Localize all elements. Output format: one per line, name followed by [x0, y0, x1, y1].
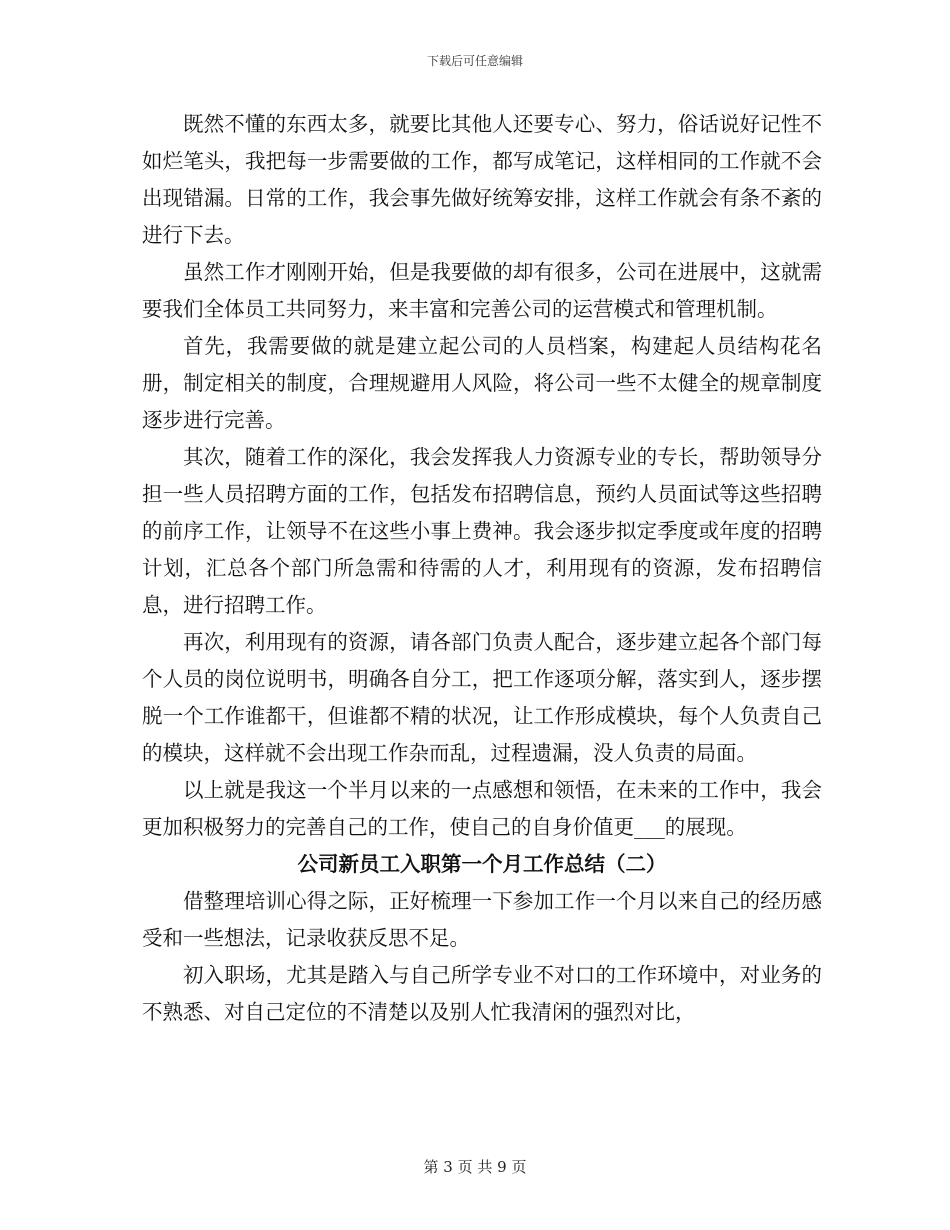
document-body	[142, 106, 822, 1031]
paragraph-1: 既然不懂的东西太多，就要比其他人还要专心、努力，俗话说好记性不如烂笔头，我把每一步需要做的工作，都写成笔记，这样相同的工作就不会出现错漏。日常的工作，我会事先做好统筹安排，这样工作就会有条不紊的进行下去。	[142, 112, 822, 247]
section-paragraph-1: 借整理培训心得之际，正好梳理一下参加工作一个月以来自己的经历感受和一些想法，记录收获反思不足。	[142, 889, 822, 950]
paragraph-5: 再次，利用现有的资源，请各部门负责人配合，逐步建立起各个部门每个人员的岗位说明书，明确各自分工，把工作逐项分解，落实到人，逐步摆脱一个工作谁都干，但谁都不精的状况，让工作形成模块，每个人负责自己的模块，这样就不会出现工作杂而乱，过程遗漏，没人负责的局面。	[142, 630, 822, 765]
paragraph-3: 首先，我需要做的就是建立起公司的人员档案，构建起人员结构花名册，制定相关的制度，合理规避用人风险，将公司一些不太健全的规章制度逐步进行完善。	[142, 334, 822, 432]
paragraph-6: 以上就是我这一个半月以来的一点感想和领悟，在未来的工作中，我会更加积极努力的完善自己的工作，使自己的自身价值更___的展现。	[142, 778, 822, 839]
page-indicator: 第 3 页 共 9 页	[423, 1158, 527, 1176]
paragraph-4: 其次，随着工作的深化，我会发挥我人力资源专业的专长，帮助领导分担一些人员招聘方面的工作，包括发布招聘信息，预约人员面试等这些招聘的前序工作，让领导不在这些小事上费神。我会逐步拟定季度或年度的招聘计划，汇总各个部门所急需和待需的人才，利用现有的资源，发布招聘信息，进行招聘工作。	[142, 445, 822, 617]
header-note: 下载后可任意编辑	[426, 54, 523, 68]
paragraph-2: 虽然工作才刚刚开始，但是我要做的却有很多，公司在进展中，这就需要我们全体员工共同努力，来丰富和完善公司的运营模式和管理机制。	[142, 260, 822, 321]
section-title: 公司新员工入职第一个月工作总结（二）	[297, 852, 667, 876]
section-paragraph-2: 初入职场，尤其是踏入与自己所学专业不对口的工作环境中，对业务的不熟悉、对自己定位的不清楚以及别人忙我清闲的强烈对比，	[142, 963, 822, 1024]
